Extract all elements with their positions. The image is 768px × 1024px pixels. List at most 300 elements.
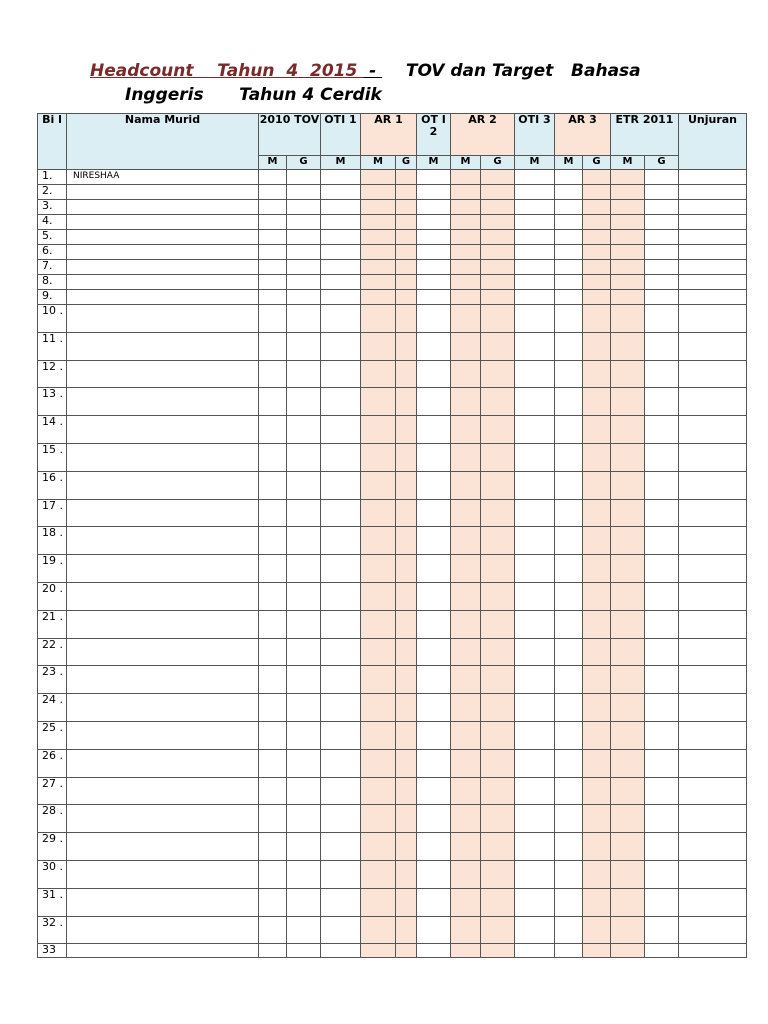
- score-cell: [417, 721, 451, 749]
- score-cell: [555, 860, 583, 888]
- score-cell: [515, 275, 555, 290]
- score-cell: [361, 777, 396, 805]
- score-cell: [287, 805, 321, 833]
- score-cell: [396, 527, 417, 555]
- score-cell: [396, 332, 417, 360]
- score-cell: [481, 185, 515, 200]
- score-cell: [287, 388, 321, 416]
- score-cell: [583, 916, 611, 944]
- score-cell: [611, 860, 645, 888]
- row-number: 30 .: [38, 860, 67, 888]
- score-cell: [451, 721, 481, 749]
- score-cell: [287, 749, 321, 777]
- score-cell: [481, 230, 515, 245]
- sub-tov-g: G: [287, 156, 321, 170]
- score-cell: [645, 944, 679, 958]
- score-cell: [679, 290, 747, 305]
- table-row: [38, 944, 747, 958]
- score-cell: [451, 200, 481, 215]
- score-cell: [287, 260, 321, 275]
- score-cell: [481, 290, 515, 305]
- headcount-table: [37, 113, 747, 958]
- score-cell: [361, 582, 396, 610]
- row-number: 10 .: [38, 305, 67, 333]
- table-row: [38, 332, 747, 360]
- table-row: [38, 230, 747, 245]
- score-cell: [417, 916, 451, 944]
- score-cell: [555, 555, 583, 583]
- score-cell: [679, 805, 747, 833]
- score-cell: [361, 888, 396, 916]
- score-cell: [287, 275, 321, 290]
- row-number: 23 .: [38, 666, 67, 694]
- score-cell: [259, 694, 287, 722]
- score-cell: [321, 260, 361, 275]
- row-number: 9.: [38, 290, 67, 305]
- score-cell: [396, 638, 417, 666]
- score-cell: [361, 860, 396, 888]
- score-cell: [451, 443, 481, 471]
- score-cell: [481, 275, 515, 290]
- score-cell: [396, 499, 417, 527]
- score-cell: [259, 185, 287, 200]
- score-cell: [679, 360, 747, 388]
- score-cell: [481, 666, 515, 694]
- student-name: [67, 833, 259, 861]
- row-number: 16 .: [38, 471, 67, 499]
- score-cell: [451, 275, 481, 290]
- score-cell: [583, 230, 611, 245]
- student-name: [67, 499, 259, 527]
- score-cell: [679, 185, 747, 200]
- score-cell: [451, 582, 481, 610]
- score-cell: [515, 471, 555, 499]
- score-cell: [417, 749, 451, 777]
- score-cell: [583, 582, 611, 610]
- score-cell: [321, 944, 361, 958]
- score-cell: [287, 694, 321, 722]
- score-cell: [321, 610, 361, 638]
- table-row: [38, 215, 747, 230]
- sub-ar3-m: M: [555, 156, 583, 170]
- score-cell: [515, 305, 555, 333]
- score-cell: [396, 185, 417, 200]
- score-cell: [287, 638, 321, 666]
- score-cell: [287, 860, 321, 888]
- score-cell: [321, 471, 361, 499]
- score-cell: [451, 230, 481, 245]
- table-row: [38, 888, 747, 916]
- table-row: [38, 443, 747, 471]
- score-cell: [287, 290, 321, 305]
- score-cell: [259, 805, 287, 833]
- score-cell: [259, 416, 287, 444]
- score-cell: [451, 555, 481, 583]
- student-name: [67, 749, 259, 777]
- score-cell: [645, 638, 679, 666]
- score-cell: [396, 388, 417, 416]
- score-cell: [417, 805, 451, 833]
- score-cell: [361, 290, 396, 305]
- score-cell: [396, 749, 417, 777]
- score-cell: [555, 332, 583, 360]
- score-cell: [417, 638, 451, 666]
- score-cell: [321, 749, 361, 777]
- score-cell: [417, 888, 451, 916]
- score-cell: [645, 527, 679, 555]
- score-cell: [645, 555, 679, 583]
- student-name: [67, 555, 259, 583]
- score-cell: [287, 200, 321, 215]
- score-cell: [515, 170, 555, 185]
- score-cell: [679, 170, 747, 185]
- score-cell: [287, 416, 321, 444]
- score-cell: [645, 230, 679, 245]
- sub-ar2-m: M: [451, 156, 481, 170]
- score-cell: [259, 230, 287, 245]
- score-cell: [611, 916, 645, 944]
- score-cell: [481, 388, 515, 416]
- row-number: 29 .: [38, 833, 67, 861]
- table-row: [38, 499, 747, 527]
- score-cell: [679, 499, 747, 527]
- score-cell: [451, 245, 481, 260]
- student-name: [67, 471, 259, 499]
- score-cell: [287, 185, 321, 200]
- header-oti1: OTI 1: [321, 114, 361, 156]
- score-cell: [679, 388, 747, 416]
- score-cell: [451, 332, 481, 360]
- score-cell: [259, 290, 287, 305]
- score-cell: [583, 749, 611, 777]
- score-cell: [679, 245, 747, 260]
- score-cell: [583, 666, 611, 694]
- score-cell: [611, 749, 645, 777]
- score-cell: [679, 555, 747, 583]
- score-cell: [515, 290, 555, 305]
- score-cell: [361, 916, 396, 944]
- score-cell: [287, 443, 321, 471]
- score-cell: [396, 582, 417, 610]
- score-cell: [361, 721, 396, 749]
- student-name: [67, 305, 259, 333]
- score-cell: [321, 185, 361, 200]
- score-cell: [481, 860, 515, 888]
- score-cell: [583, 833, 611, 861]
- score-cell: [555, 388, 583, 416]
- score-cell: [583, 215, 611, 230]
- score-cell: [583, 185, 611, 200]
- score-cell: [583, 332, 611, 360]
- score-cell: [645, 499, 679, 527]
- score-cell: [679, 610, 747, 638]
- score-cell: [645, 777, 679, 805]
- score-cell: [287, 305, 321, 333]
- student-name: [67, 805, 259, 833]
- score-cell: [396, 860, 417, 888]
- score-cell: [259, 305, 287, 333]
- score-cell: [555, 170, 583, 185]
- student-name: [67, 290, 259, 305]
- table-row: [38, 260, 747, 275]
- score-cell: [481, 888, 515, 916]
- score-cell: [451, 170, 481, 185]
- score-cell: [679, 527, 747, 555]
- score-cell: [259, 170, 287, 185]
- score-cell: [679, 332, 747, 360]
- score-cell: [259, 527, 287, 555]
- score-cell: [481, 638, 515, 666]
- score-cell: [555, 260, 583, 275]
- score-cell: [481, 833, 515, 861]
- score-cell: [583, 694, 611, 722]
- score-cell: [555, 499, 583, 527]
- student-name: [67, 638, 259, 666]
- score-cell: [611, 416, 645, 444]
- score-cell: [679, 666, 747, 694]
- score-cell: [645, 749, 679, 777]
- score-cell: [645, 260, 679, 275]
- score-cell: [583, 777, 611, 805]
- score-cell: [361, 944, 396, 958]
- score-cell: [287, 666, 321, 694]
- table-row: [38, 860, 747, 888]
- score-cell: [515, 200, 555, 215]
- score-cell: [361, 388, 396, 416]
- score-cell: [515, 215, 555, 230]
- table-row: [38, 833, 747, 861]
- score-cell: [515, 388, 555, 416]
- row-number: 26 .: [38, 749, 67, 777]
- score-cell: [679, 200, 747, 215]
- score-cell: [361, 215, 396, 230]
- score-cell: [321, 694, 361, 722]
- score-cell: [417, 860, 451, 888]
- score-cell: [287, 527, 321, 555]
- score-cell: [417, 471, 451, 499]
- score-cell: [417, 275, 451, 290]
- sub-ar3-g: G: [583, 156, 611, 170]
- header-etr: ETR 2011: [611, 114, 679, 156]
- score-cell: [321, 290, 361, 305]
- header-oti3: OTI 3: [515, 114, 555, 156]
- score-cell: [645, 805, 679, 833]
- score-cell: [417, 200, 451, 215]
- score-cell: [396, 260, 417, 275]
- score-cell: [515, 638, 555, 666]
- score-cell: [679, 833, 747, 861]
- score-cell: [611, 666, 645, 694]
- row-number: 22 .: [38, 638, 67, 666]
- header-unjuran: Unjuran: [679, 114, 747, 170]
- score-cell: [361, 230, 396, 245]
- score-cell: [321, 416, 361, 444]
- score-cell: [417, 245, 451, 260]
- score-cell: [417, 185, 451, 200]
- score-cell: [611, 200, 645, 215]
- score-cell: [555, 360, 583, 388]
- score-cell: [583, 290, 611, 305]
- score-cell: [451, 610, 481, 638]
- score-cell: [611, 471, 645, 499]
- score-cell: [451, 916, 481, 944]
- score-cell: [645, 916, 679, 944]
- row-number: 20 .: [38, 582, 67, 610]
- table-row: [38, 527, 747, 555]
- score-cell: [321, 443, 361, 471]
- table-row: [38, 555, 747, 583]
- score-cell: [321, 721, 361, 749]
- score-cell: [259, 833, 287, 861]
- score-cell: [583, 170, 611, 185]
- sub-ar2-g: G: [481, 156, 515, 170]
- score-cell: [321, 332, 361, 360]
- student-name: [67, 666, 259, 694]
- table-row: [38, 694, 747, 722]
- student-name: [67, 416, 259, 444]
- score-cell: [679, 416, 747, 444]
- score-cell: [555, 694, 583, 722]
- score-cell: [645, 582, 679, 610]
- score-cell: [515, 916, 555, 944]
- score-cell: [451, 290, 481, 305]
- score-cell: [287, 777, 321, 805]
- score-cell: [321, 805, 361, 833]
- score-cell: [645, 860, 679, 888]
- score-cell: [515, 245, 555, 260]
- score-cell: [417, 443, 451, 471]
- score-cell: [361, 332, 396, 360]
- title-headcount: Headcount Tahun 4 2015: [90, 61, 364, 81]
- score-cell: [679, 888, 747, 916]
- student-name: [67, 582, 259, 610]
- score-cell: [555, 638, 583, 666]
- score-cell: [451, 777, 481, 805]
- score-cell: [515, 944, 555, 958]
- score-cell: [555, 777, 583, 805]
- student-name: [67, 527, 259, 555]
- score-cell: [679, 275, 747, 290]
- title-line-2: Inggeris Tahun 4 Cerdik: [125, 85, 382, 105]
- score-cell: [417, 230, 451, 245]
- score-cell: [361, 555, 396, 583]
- score-cell: [555, 833, 583, 861]
- sub-etr-g: G: [645, 156, 679, 170]
- score-cell: [583, 305, 611, 333]
- score-cell: [611, 388, 645, 416]
- score-cell: [417, 290, 451, 305]
- score-cell: [515, 721, 555, 749]
- score-cell: [361, 416, 396, 444]
- score-cell: [645, 888, 679, 916]
- score-cell: [451, 860, 481, 888]
- score-cell: [515, 230, 555, 245]
- sub-ar1-g: G: [396, 156, 417, 170]
- score-cell: [645, 416, 679, 444]
- score-cell: [679, 230, 747, 245]
- row-number: 11 .: [38, 332, 67, 360]
- score-cell: [555, 200, 583, 215]
- score-cell: [583, 245, 611, 260]
- row-number: 25 .: [38, 721, 67, 749]
- score-cell: [451, 666, 481, 694]
- score-cell: [583, 260, 611, 275]
- score-cell: [583, 360, 611, 388]
- row-number: 14 .: [38, 416, 67, 444]
- score-cell: [417, 260, 451, 275]
- title-dash: -: [363, 61, 383, 81]
- score-cell: [679, 860, 747, 888]
- header-tov: 2010 TOV: [259, 114, 321, 156]
- score-cell: [259, 777, 287, 805]
- score-cell: [417, 215, 451, 230]
- sub-ar1-m: M: [361, 156, 396, 170]
- score-cell: [361, 805, 396, 833]
- table-row: [38, 388, 747, 416]
- title-tov-target: TOV dan Target Bahasa: [382, 61, 641, 81]
- score-cell: [321, 888, 361, 916]
- score-cell: [555, 275, 583, 290]
- score-cell: [451, 749, 481, 777]
- score-cell: [679, 582, 747, 610]
- score-cell: [679, 638, 747, 666]
- score-cell: [361, 275, 396, 290]
- score-cell: [515, 666, 555, 694]
- score-cell: [481, 582, 515, 610]
- score-cell: [645, 443, 679, 471]
- score-cell: [515, 888, 555, 916]
- score-cell: [611, 777, 645, 805]
- score-cell: [396, 666, 417, 694]
- score-cell: [259, 332, 287, 360]
- score-cell: [679, 749, 747, 777]
- student-name: [67, 230, 259, 245]
- score-cell: [481, 916, 515, 944]
- sub-tov-m: M: [259, 156, 287, 170]
- score-cell: [361, 471, 396, 499]
- score-cell: [259, 443, 287, 471]
- score-cell: [481, 471, 515, 499]
- student-name: [67, 360, 259, 388]
- score-cell: [396, 443, 417, 471]
- score-cell: [259, 888, 287, 916]
- score-cell: [611, 332, 645, 360]
- score-cell: [417, 305, 451, 333]
- score-cell: [481, 416, 515, 444]
- score-cell: [645, 833, 679, 861]
- score-cell: [287, 499, 321, 527]
- score-cell: [611, 944, 645, 958]
- score-cell: [611, 185, 645, 200]
- score-cell: [259, 360, 287, 388]
- score-cell: [451, 185, 481, 200]
- score-cell: [361, 610, 396, 638]
- score-cell: [515, 610, 555, 638]
- score-cell: [583, 388, 611, 416]
- score-cell: [583, 805, 611, 833]
- score-cell: [451, 388, 481, 416]
- row-number: 3.: [38, 200, 67, 215]
- table-row: [38, 275, 747, 290]
- row-number: 7.: [38, 260, 67, 275]
- score-cell: [396, 916, 417, 944]
- score-cell: [321, 833, 361, 861]
- score-cell: [679, 305, 747, 333]
- student-name: [67, 610, 259, 638]
- score-cell: [396, 360, 417, 388]
- score-cell: [645, 245, 679, 260]
- score-cell: [259, 555, 287, 583]
